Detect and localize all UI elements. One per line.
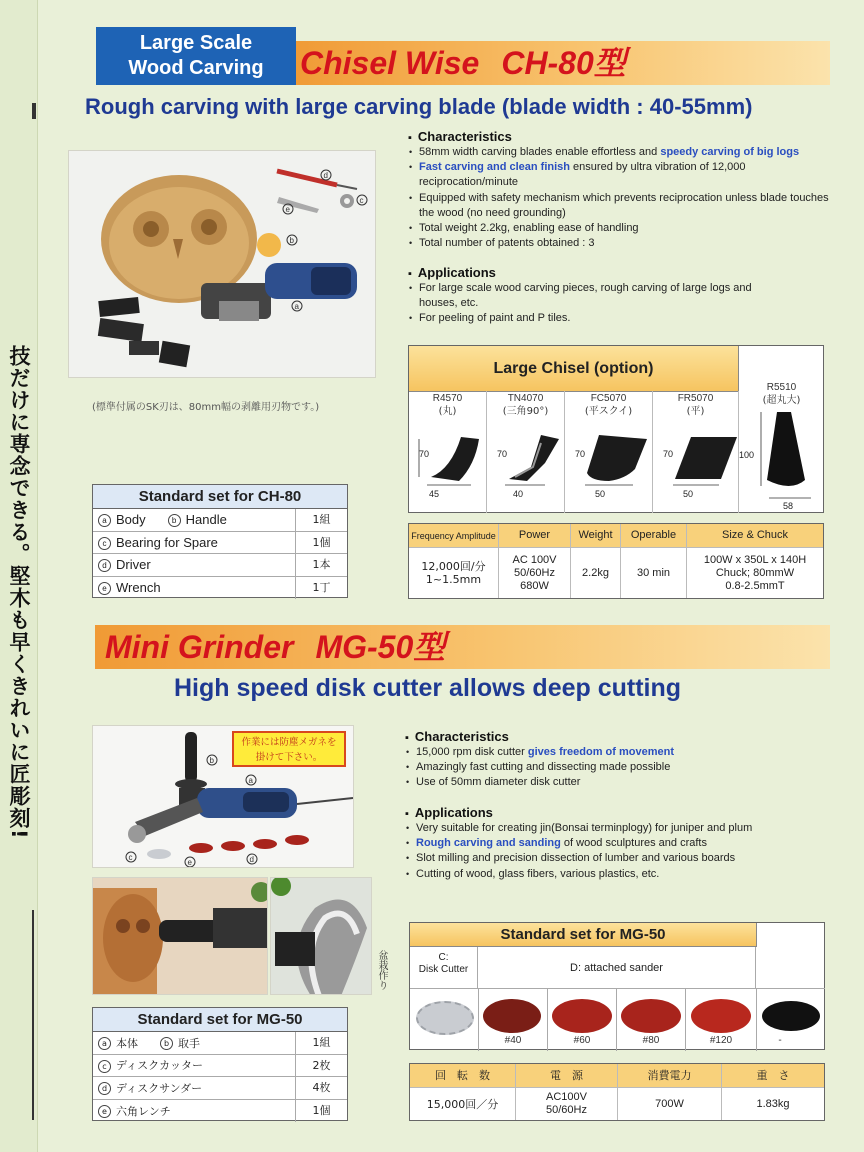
usage-photo-carving (92, 877, 268, 995)
grit-label: #120 (709, 1035, 733, 1046)
photo-label: a (294, 302, 299, 311)
spec-value: 12,000回/分 1~1.5mm (409, 548, 499, 598)
application-item: • For large scale wood carving pieces, rough carving of large logs and houses, etc. (408, 281, 788, 311)
characteristic-item: • Total number of patents obtained : 3 (408, 236, 838, 251)
grit-label: #80 (642, 1035, 660, 1046)
characteristic-item: • Equipped with safety mechanism which prevents reciprocation unless blade touches the wood (no need grounding) (408, 191, 838, 221)
chisel-code: R4570 (432, 393, 463, 404)
chisel-option-tn4070 (487, 391, 565, 513)
chisel-option-r5510 (739, 346, 824, 512)
photo-label: c (128, 853, 133, 862)
sander-disc-image (483, 999, 541, 1033)
chisel-blade-graphic (573, 429, 649, 489)
standard-set-row: c ディスクカッター 2枚 (93, 1055, 347, 1078)
chisel-blade-graphic (661, 429, 737, 489)
standard-set-row: e 六角レンチ 1個 (93, 1100, 347, 1123)
standard-set-row: d ディスクサンダー 4枚 (93, 1077, 347, 1100)
bonsai-caption: 盆栽作り (376, 950, 387, 990)
mg50-subtitle: High speed disk cutter allows deep cutting (174, 674, 682, 702)
standard-set-title: Standard set for CH-80 (93, 485, 347, 509)
spec-value: 15,000回／分 (410, 1088, 516, 1120)
product-name: Mini Grinder (105, 629, 294, 665)
chisel-blade-graphic (417, 429, 483, 489)
spec-header: 消費電力 (618, 1064, 722, 1088)
applications-heading: ▪ Applications (408, 265, 788, 280)
chisel-code: FR5070 (677, 393, 714, 404)
photo-label: a (248, 776, 253, 785)
characteristics-heading: ▪ Characteristics (408, 129, 838, 144)
sander-disc-image (552, 999, 612, 1033)
photo-caption: (標準付属のSK刃は、80mm幅の剥離用刃物です。) (92, 402, 320, 413)
standard-set-row: a Body b Handle 1組 (93, 509, 347, 532)
spec-value: 2.2kg (571, 548, 621, 598)
ch80-standard-set (92, 484, 348, 598)
chisel-code: R5510 (766, 382, 797, 393)
sander-header: D: attached sander (478, 947, 756, 989)
dim-height: 70 (497, 449, 508, 459)
dim-width: 58 (783, 501, 794, 511)
chisel-option-fr5070 (653, 391, 739, 513)
guard-ring-image (762, 1001, 820, 1031)
warning-line: 掛けて下さい。 (255, 752, 323, 763)
chisel-table-title: Large Chisel (option) (409, 346, 739, 391)
ch80-subtitle: Rough carving with large carving blade (blade width : 40-55mm) (85, 94, 753, 119)
usage-photo-bonsai (270, 877, 372, 995)
photo-label: b (289, 236, 294, 245)
spec-header: Operable (621, 524, 687, 548)
spec-header: 重 さ (722, 1064, 824, 1088)
grit-label: #40 (504, 1035, 522, 1046)
mg50-title-band (95, 625, 830, 669)
standard-set-title: Standard set for MG-50 (93, 1008, 347, 1032)
application-item: • Rough carving and sanding of wood sculptures and crafts (405, 836, 835, 851)
spec-header: 電 源 (516, 1064, 618, 1088)
spec-value: 700W (618, 1088, 722, 1120)
dim-width: 40 (513, 489, 524, 499)
standard-set-row: e Wrench 1丁 (93, 577, 347, 600)
grit-label: - (778, 1035, 782, 1046)
dim-height: 70 (663, 449, 674, 459)
dim-height: 70 (419, 449, 430, 459)
applications-heading: ▪ Applications (405, 805, 835, 820)
margin-marker (32, 103, 36, 119)
chisel-jp-name: (丸) (438, 406, 457, 417)
model-number: MG-50型 (315, 629, 446, 665)
application-item: • For peeling of paint and P tiles. (408, 311, 788, 326)
chisel-jp-name: (超丸大) (762, 395, 801, 406)
standard-set-row: d Driver 1本 (93, 554, 347, 577)
photo-label: e (187, 858, 192, 867)
chisel-code: TN4070 (507, 393, 544, 404)
ch80-applications (408, 265, 788, 327)
chisel-blade-graphic (755, 406, 817, 502)
spec-value: 100W x 350L x 140H Chuck; 80mmW 0.8-2.5mmT (703, 553, 807, 592)
photo-label: b (209, 756, 214, 765)
spec-header: Power (499, 524, 571, 548)
spec-header: Weight (571, 524, 621, 548)
spec-value: 30 min (621, 548, 687, 598)
sander-disc-image (621, 999, 681, 1033)
chisel-code: FC5070 (590, 393, 627, 404)
characteristic-item: • Use of 50mm diameter disk cutter (405, 775, 835, 790)
carving-illustration (93, 878, 268, 995)
spec-value: AC100V 50/60Hz (516, 1088, 618, 1120)
mg50-spec-table (409, 1063, 825, 1121)
photo-label: d (249, 855, 254, 864)
model-number: CH-80型 (501, 45, 626, 81)
chisel-option-fc5070 (565, 391, 653, 513)
disk-cutter-image (416, 1001, 474, 1035)
chisel-jp-name: (平) (686, 406, 705, 417)
badge-line: Wood Carving (128, 57, 264, 79)
category-badge (96, 27, 296, 85)
photo-label: d (323, 171, 328, 180)
warning-line: 作業には防塵メガネを (241, 737, 337, 748)
chisel-jp-name: (平スクイ) (584, 406, 633, 417)
safety-warning (232, 731, 346, 767)
mg50-applications (405, 805, 835, 882)
characteristic-item: • 58mm width carving blades enable effortless and speedy carving of big logs (408, 145, 838, 160)
badge-line: Large Scale (139, 32, 253, 54)
dim-width: 45 (429, 489, 440, 499)
photo-label: e (285, 205, 290, 214)
standard-set-row: a 本体 b 取手 1組 (93, 1032, 347, 1055)
characteristics-heading: ▪ Characteristics (405, 729, 835, 744)
chisel-jp-name: (三角90°) (502, 406, 549, 417)
margin-marker (32, 910, 34, 1120)
sander-disc-image (691, 999, 751, 1033)
photo-label: c (359, 196, 364, 205)
mg50-characteristics (405, 729, 835, 791)
spec-value: 1.83kg (756, 1097, 790, 1110)
product-name: Chisel Wise (300, 45, 480, 81)
characteristic-item: • Total weight 2.2kg, enabling ease of handling (408, 221, 838, 236)
ch80-product-photo (68, 150, 376, 378)
spec-value: AC 100V 50/60Hz 680W (499, 548, 571, 598)
ch80-spec-table (408, 523, 824, 599)
set-table-title: Standard set for MG-50 (410, 923, 756, 947)
characteristic-item: • Amazingly fast cutting and dissecting made possible (405, 760, 835, 775)
spec-header: Frequency Amplitude (409, 524, 499, 548)
spec-header: 回 転 数 (410, 1064, 516, 1088)
characteristic-item: • 15,000 rpm disk cutter gives freedom of movement (405, 745, 835, 760)
application-item: • Cutting of wood, glass fibers, various plastics, etc. (405, 867, 835, 882)
mg50-set-table (409, 922, 825, 1050)
standard-set-row: c Bearing for Spare 1個 (93, 532, 347, 555)
dim-width: 50 (595, 489, 606, 499)
dim-height: 70 (575, 449, 586, 459)
spec-header: Size & Chuck (687, 524, 823, 548)
ch80-title-band (290, 41, 830, 85)
dim-width: 50 (683, 489, 694, 499)
dim-height: 100 (739, 450, 755, 460)
grit-label: #60 (573, 1035, 591, 1046)
vertical-tagline: 技だけに専念できる。堅木も早くきれいに匠彫刻! (7, 345, 31, 840)
application-item: • Very suitable for creating jin(Bonsai terminplogy) for juniper and plum (405, 821, 835, 836)
large-chisel-table (408, 345, 824, 513)
ch80-photo-illustration (69, 151, 376, 378)
application-item: • Slot milling and precision dissection of lumber and various boards (405, 851, 835, 866)
disk-cutter-header: C: Disk Cutter (410, 947, 478, 989)
bonsai-illustration (271, 878, 372, 995)
characteristic-item: • Fast carving and clean finish ensured by ultra vibration of 12,000 reciprocation/minute (408, 160, 838, 190)
ch80-characteristics (408, 129, 838, 251)
chisel-option-r4570 (409, 391, 487, 513)
mg50-standard-set (92, 1007, 348, 1121)
chisel-blade-graphic (495, 429, 561, 489)
